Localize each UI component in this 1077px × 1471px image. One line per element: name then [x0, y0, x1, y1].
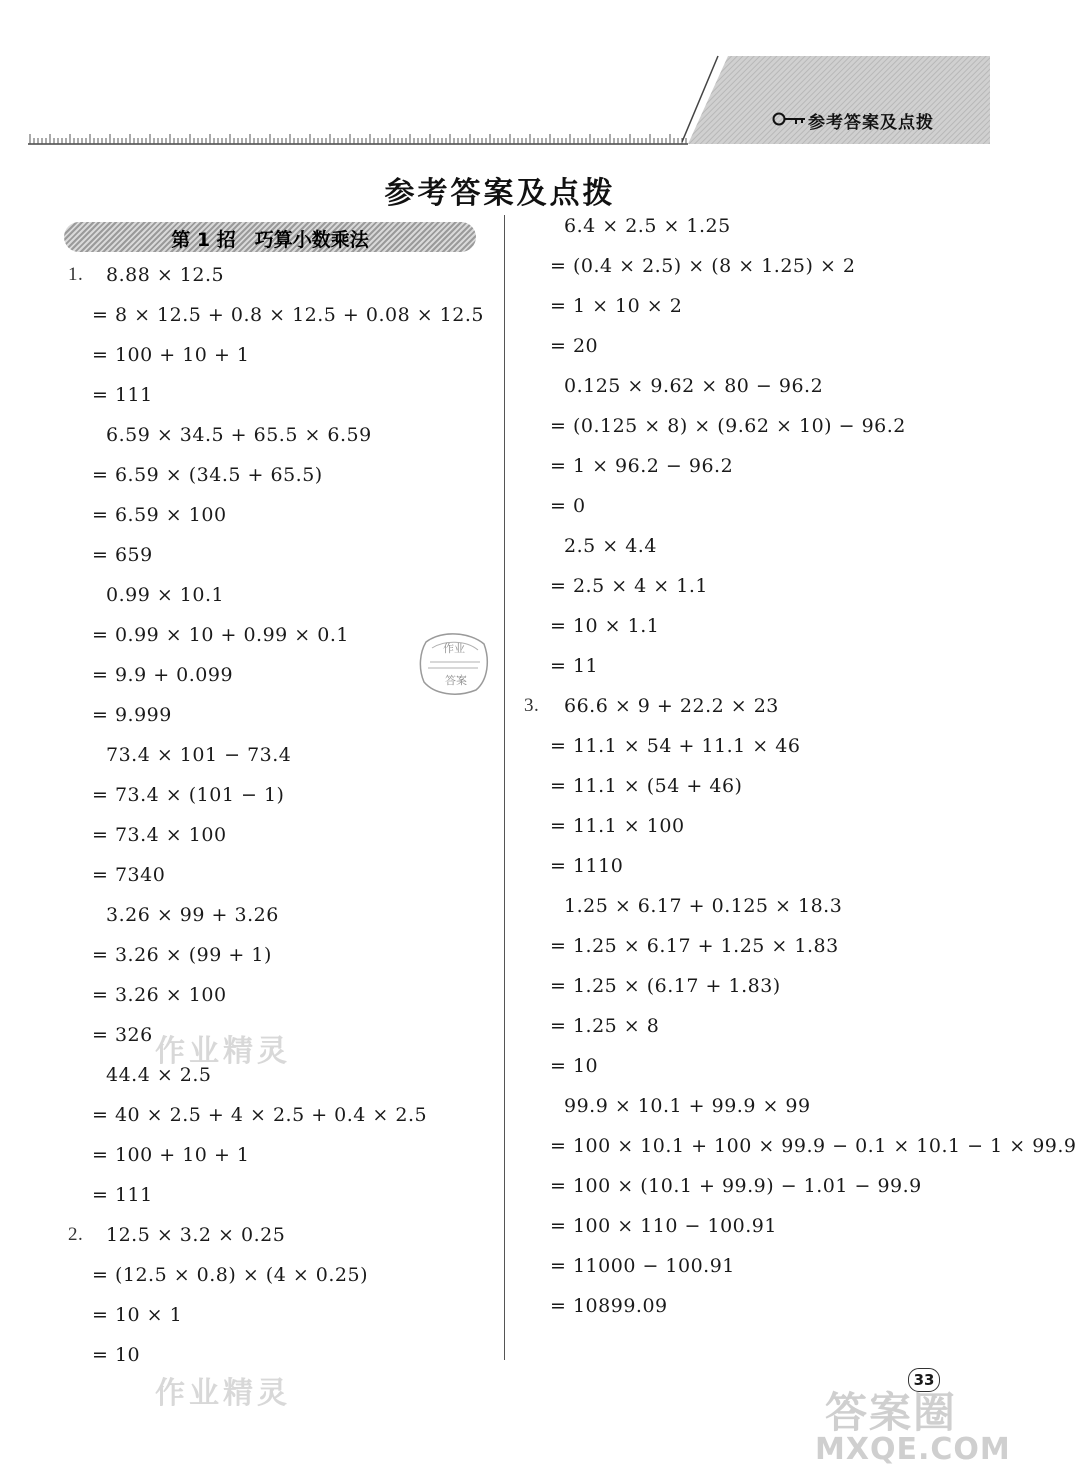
math-expression: = (12.5 × 0.8) × (4 × 0.25) [92, 1264, 369, 1286]
math-expression: = 6.59 × (34.5 + 65.5) [92, 464, 323, 486]
answer-line [0, 855, 500, 895]
math-expression: 73.4 × 101 − 73.4 [106, 744, 292, 766]
math-expression: = 100 + 10 + 1 [92, 344, 250, 366]
answer-line [510, 286, 990, 326]
math-expression: = 111 [92, 384, 153, 406]
answer-line [0, 335, 500, 375]
math-expression: = 100 × 10.1 + 100 × 99.9 − 0.1 × 10.1 − 1 × 99.9 [550, 1135, 1077, 1157]
math-expression: = 11 [550, 655, 599, 677]
math-expression: 8.88 × 12.5 [106, 264, 225, 286]
math-expression: = 111 [92, 1184, 153, 1206]
answer-line [0, 255, 500, 295]
problem-number: 1. [68, 264, 84, 285]
watermark-text: 作业精灵 [155, 1034, 291, 1069]
math-expression: = 40 × 2.5 + 4 × 2.5 + 0.4 × 2.5 [92, 1104, 428, 1126]
answer-line [510, 646, 990, 686]
math-expression: = 73.4 × 100 [92, 824, 227, 846]
math-expression: = 3.26 × 100 [92, 984, 227, 1006]
math-expression: 6.4 × 2.5 × 1.25 [564, 215, 731, 237]
answer-line [510, 806, 990, 846]
math-expression: 0.125 × 9.62 × 80 − 96.2 [564, 375, 824, 397]
math-expression: = 1110 [550, 855, 624, 877]
problem-number: 2. [68, 1224, 84, 1245]
math-expression: 66.6 × 9 + 22.2 × 23 [564, 695, 779, 717]
answer-column-right [510, 206, 1077, 1326]
answer-line [0, 695, 500, 735]
answer-line [510, 926, 990, 966]
stamp-watermark [414, 628, 494, 698]
answer-line [0, 1175, 500, 1215]
answer-line [0, 775, 500, 815]
math-expression: = 10 × 1.1 [550, 615, 660, 637]
math-expression: = 3.26 × (99 + 1) [92, 944, 272, 966]
section-banner [64, 222, 476, 252]
math-expression: = (0.125 × 8) × (9.62 × 10) − 96.2 [550, 415, 906, 437]
math-expression: = 11000 − 100.91 [550, 1255, 735, 1277]
answer-line [0, 375, 500, 415]
page-title: 参考答案及点拨 [384, 176, 616, 211]
watermark-text: 作业精灵 [155, 1376, 291, 1411]
answer-line [0, 1095, 500, 1135]
answer-line [510, 1286, 990, 1326]
math-expression: = 11.1 × 54 + 11.1 × 46 [550, 735, 801, 757]
answer-line [510, 966, 990, 1006]
math-expression: = 6.59 × 100 [92, 504, 227, 526]
math-expression: = 326 [92, 1024, 153, 1046]
math-expression: = 100 × 110 − 100.91 [550, 1215, 777, 1237]
math-expression: = 10 [92, 1344, 141, 1366]
page-number: 33 [908, 1368, 940, 1392]
answer-line [510, 1046, 990, 1086]
math-expression: 44.4 × 2.5 [106, 1064, 212, 1086]
math-expression: 6.59 × 34.5 + 65.5 × 6.59 [106, 424, 372, 446]
math-expression: 2.5 × 4.4 [564, 535, 657, 557]
math-expression: = 10 × 1 [92, 1304, 183, 1326]
answer-line [0, 735, 500, 775]
math-expression: = 10899.09 [550, 1295, 668, 1317]
answer-line [510, 1006, 990, 1046]
answer-line [0, 455, 500, 495]
answer-line [0, 1215, 500, 1255]
answer-line [510, 526, 990, 566]
answer-line [510, 566, 990, 606]
math-expression: 0.99 × 10.1 [106, 584, 225, 606]
math-expression: 3.26 × 99 + 3.26 [106, 904, 279, 926]
answer-line [0, 1255, 500, 1295]
answer-line [510, 206, 990, 246]
answer-line [510, 326, 990, 366]
answer-line [0, 495, 500, 535]
answer-column-left [0, 255, 500, 1375]
math-expression: = 100 + 10 + 1 [92, 1144, 250, 1166]
answer-line [0, 815, 500, 855]
answer-line [0, 295, 500, 335]
answer-line [510, 246, 990, 286]
math-expression: = 7340 [92, 864, 166, 886]
header-ruler [28, 126, 688, 146]
math-expression: = 659 [92, 544, 153, 566]
math-expression: = 1 × 10 × 2 [550, 295, 683, 317]
math-expression: = 11.1 × (54 + 46) [550, 775, 743, 797]
key-icon [772, 111, 806, 127]
math-expression: 12.5 × 3.2 × 0.25 [106, 1224, 286, 1246]
answer-line [510, 1166, 990, 1206]
answer-line [0, 535, 500, 575]
answer-line [0, 895, 500, 935]
column-divider [504, 215, 505, 1360]
math-expression: = 1.25 × 8 [550, 1015, 660, 1037]
brand-url: MXQE.COM [815, 1432, 1011, 1467]
answer-line [510, 406, 990, 446]
answer-line [0, 1295, 500, 1335]
stamp-top-text: 作业 [443, 642, 465, 655]
math-expression: 1.25 × 6.17 + 0.125 × 18.3 [564, 895, 843, 917]
header-label: 参考答案及点拨 [808, 113, 934, 133]
math-expression: = 10 [550, 1055, 599, 1077]
math-expression: = 1 × 96.2 − 96.2 [550, 455, 734, 477]
answer-line [0, 1135, 500, 1175]
brand-logo: 答案圈 [825, 1388, 958, 1437]
math-expression: = 1.25 × (6.17 + 1.83) [550, 975, 781, 997]
answer-line [0, 935, 500, 975]
math-expression: = 9.9 + 0.099 [92, 664, 234, 686]
answer-line [0, 575, 500, 615]
math-expression: = 8 × 12.5 + 0.8 × 12.5 + 0.08 × 12.5 [92, 304, 484, 326]
problem-number: 3. [524, 695, 540, 716]
answer-line [0, 975, 500, 1015]
answer-line [510, 686, 990, 726]
math-expression: 99.9 × 10.1 + 99.9 × 99 [564, 1095, 811, 1117]
math-expression: = 0 [550, 495, 586, 517]
math-expression: = 1.25 × 6.17 + 1.25 × 1.83 [550, 935, 839, 957]
math-expression: = 100 × (10.1 + 99.9) − 1.01 − 99.9 [550, 1175, 922, 1197]
answer-line [510, 886, 990, 926]
answer-line [510, 366, 990, 406]
math-expression: = 0.99 × 10 + 0.99 × 0.1 [92, 624, 349, 646]
math-expression: = 20 [550, 335, 599, 357]
answer-line [510, 1086, 990, 1126]
answer-line [510, 726, 990, 766]
answer-line [0, 415, 500, 455]
answer-line [510, 766, 990, 806]
answer-line [510, 486, 990, 526]
math-expression: = 73.4 × (101 − 1) [92, 784, 285, 806]
answer-line [510, 846, 990, 886]
answer-line [510, 1246, 990, 1286]
math-expression: = 11.1 × 100 [550, 815, 685, 837]
math-expression: = 9.999 [92, 704, 172, 726]
answer-line [510, 606, 990, 646]
section-title: 第 1 招 巧算小数乘法 [171, 229, 369, 251]
answer-line [510, 1126, 1077, 1166]
answer-line [510, 1206, 990, 1246]
answer-line [510, 446, 990, 486]
math-expression: = 2.5 × 4 × 1.1 [550, 575, 708, 597]
math-expression: = (0.4 × 2.5) × (8 × 1.25) × 2 [550, 255, 856, 277]
stamp-bottom-text: 答案 [445, 674, 467, 687]
